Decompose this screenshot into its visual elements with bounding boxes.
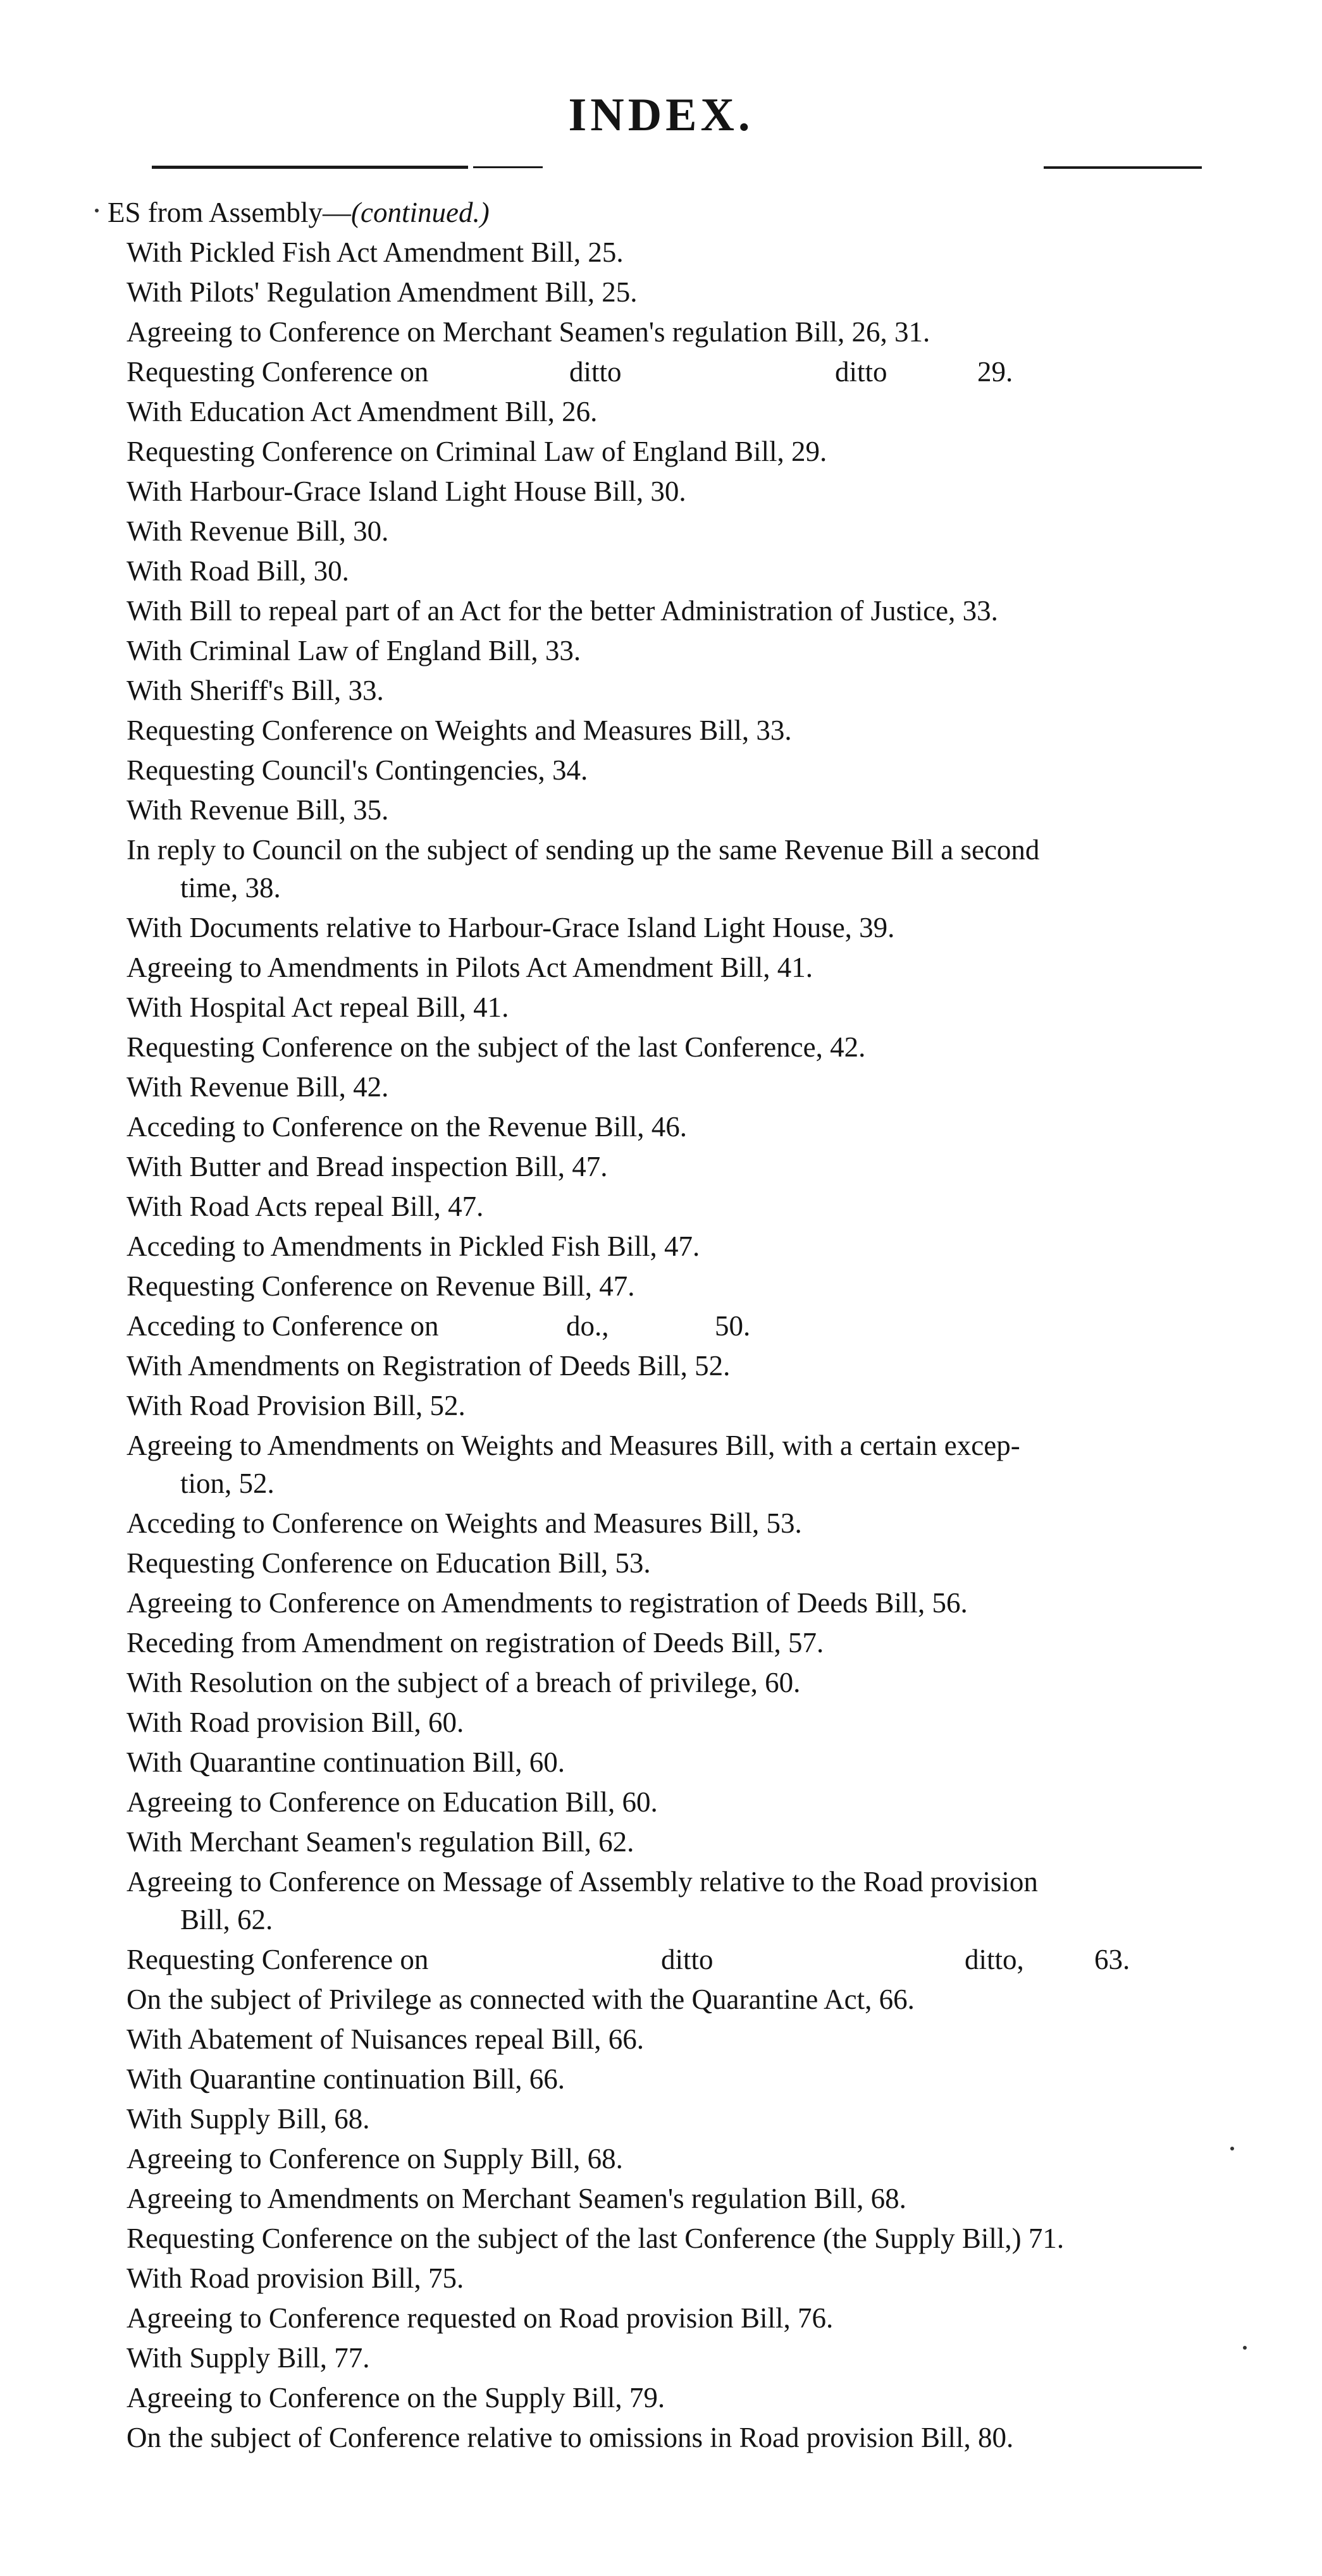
index-entry: Requesting Council's Contingencies, 34. bbox=[127, 754, 588, 786]
index-entry: Acceding to Amendments in Pickled Fish Bill, 47. bbox=[127, 1230, 700, 1262]
index-entry: With Harbour-Grace Island Light House Bill, 30. bbox=[127, 475, 686, 507]
index-entry: With Road provision Bill, 60. bbox=[127, 1707, 464, 1738]
entry-text: Requesting Conference on bbox=[127, 356, 429, 388]
page-ref: 29. bbox=[977, 356, 1013, 388]
index-entry: With Pilots' Regulation Amendment Bill, 25. bbox=[127, 276, 638, 308]
ink-speck bbox=[1230, 2147, 1234, 2150]
index-entry: With Pickled Fish Act Amendment Bill, 25. bbox=[127, 236, 624, 268]
ditto-mark: do., bbox=[566, 1310, 609, 1342]
index-entry: Agreeing to Conference on Merchant Seamen's regulation Bill, 26, 31. bbox=[127, 316, 930, 348]
heading-prefix: ES from Assembly— bbox=[108, 197, 352, 228]
index-entry-continuation: time, 38. bbox=[180, 872, 281, 904]
index-entry: With Abatement of Nuisances repeal Bill, 66. bbox=[127, 2023, 644, 2055]
ditto-mark: ditto bbox=[835, 356, 887, 388]
index-entry: With Supply Bill, 68. bbox=[127, 2103, 370, 2135]
index-entry: Requesting Conference on Education Bill, 53. bbox=[127, 1547, 651, 1579]
ditto-mark: ditto, bbox=[965, 1944, 1024, 1975]
index-entry: With Documents relative to Harbour-Grace Island Light House, 39. bbox=[127, 912, 895, 943]
index-entry bbox=[127, 352, 428, 392]
index-entry: Agreeing to Conference on the Supply Bill, 79. bbox=[127, 2382, 665, 2413]
header-rule-right bbox=[1044, 166, 1202, 169]
ditto-mark: ditto bbox=[661, 1944, 714, 1975]
index-entry: Agreeing to Amendments on Weights and Measures Bill, with a certain excep- bbox=[127, 1430, 1020, 1461]
index-entry: Requesting Conference on Revenue Bill, 47. bbox=[127, 1270, 635, 1302]
index-entry bbox=[127, 1306, 439, 1346]
page-ref: 50. bbox=[715, 1310, 751, 1342]
heading-continued: (continued.) bbox=[351, 197, 490, 228]
index-entry: With Amendments on Registration of Deeds Bill, 52. bbox=[127, 1350, 731, 1382]
index-entry: With Revenue Bill, 30. bbox=[127, 515, 389, 547]
index-entry: With Butter and Bread inspection Bill, 47. bbox=[127, 1151, 608, 1182]
index-entry: Agreeing to Amendments in Pilots Act Amendment Bill, 41. bbox=[127, 952, 813, 983]
index-entry: Requesting Conference on Weights and Measures Bill, 33. bbox=[127, 715, 792, 746]
index-entry-continuation: Bill, 62. bbox=[180, 1904, 273, 1935]
index-entry: With Bill to repeal part of an Act for the better Administration of Justice, 33. bbox=[127, 595, 998, 627]
index-entry: With Road Bill, 30. bbox=[127, 555, 349, 587]
index-entry: With Road Provision Bill, 52. bbox=[127, 1390, 466, 1421]
index-entry: On the subject of Privilege as connected with the Quarantine Act, 66. bbox=[127, 1984, 915, 2015]
index-entry: Requesting Conference on the subject of the last Conference, 42. bbox=[127, 1031, 866, 1063]
index-entry: With Merchant Seamen's regulation Bill, 62. bbox=[127, 1826, 634, 1858]
page-title: INDEX. bbox=[568, 89, 754, 141]
index-entry: Receding from Amendment on registration of Deeds Bill, 57. bbox=[127, 1627, 824, 1659]
index-entry: With Quarantine continuation Bill, 66. bbox=[127, 2063, 565, 2095]
index-entry: With Hospital Act repeal Bill, 41. bbox=[127, 991, 509, 1023]
index-entry bbox=[127, 1939, 428, 1980]
index-entry: On the subject of Conference relative to omissions in Road provision Bill, 80. bbox=[127, 2422, 1014, 2453]
index-entry: With Supply Bill, 77. bbox=[127, 2342, 370, 2374]
index-entry: Requesting Conference on Criminal Law of England Bill, 29. bbox=[127, 436, 827, 467]
page-ref: 63. bbox=[1094, 1944, 1130, 1975]
entry-text: Acceding to Conference on bbox=[127, 1310, 439, 1342]
index-entry: With Road Acts repeal Bill, 47. bbox=[127, 1191, 484, 1222]
index-entry: With Revenue Bill, 35. bbox=[127, 794, 389, 826]
index-entry-continuation: tion, 52. bbox=[180, 1468, 275, 1499]
index-entry: In reply to Council on the subject of sending up the same Revenue Bill a second bbox=[127, 834, 1040, 866]
index-entry: Agreeing to Conference on Education Bill, 60. bbox=[127, 1786, 658, 1818]
index-entry: With Road provision Bill, 75. bbox=[127, 2262, 464, 2294]
index-entry: Acceding to Conference on Weights and Measures Bill, 53. bbox=[127, 1507, 802, 1539]
index-entry: Agreeing to Amendments on Merchant Seamen's regulation Bill, 68. bbox=[127, 2183, 906, 2214]
ink-speck bbox=[95, 209, 99, 212]
header-rule bbox=[152, 166, 468, 169]
header-rule-fragment bbox=[473, 166, 543, 168]
index-entry: With Criminal Law of England Bill, 33. bbox=[127, 635, 581, 666]
index-entry: With Quarantine continuation Bill, 60. bbox=[127, 1746, 565, 1778]
entry-text: Requesting Conference on bbox=[127, 1944, 429, 1975]
index-entry: With Resolution on the subject of a breach of privilege, 60. bbox=[127, 1667, 801, 1698]
index-entry: Agreeing to Conference requested on Road provision Bill, 76. bbox=[127, 2302, 834, 2334]
index-entry: With Revenue Bill, 42. bbox=[127, 1071, 389, 1103]
index-entry: Requesting Conference on the subject of the last Conference (the Supply Bill,) 71. bbox=[127, 2223, 1065, 2254]
index-entry: With Education Act Amendment Bill, 26. bbox=[127, 396, 598, 427]
index-entry: With Sheriff's Bill, 33. bbox=[127, 675, 384, 706]
index-entry: Acceding to Conference on the Revenue Bill, 46. bbox=[127, 1111, 687, 1143]
index-entry: Agreeing to Conference on Supply Bill, 68. bbox=[127, 2143, 623, 2174]
ink-speck bbox=[1243, 2346, 1247, 2350]
ditto-mark: ditto bbox=[569, 356, 622, 388]
section-heading bbox=[108, 192, 490, 233]
index-entry: Agreeing to Conference on Message of Assembly relative to the Road provision bbox=[127, 1866, 1038, 1898]
index-entry: Agreeing to Conference on Amendments to registration of Deeds Bill, 56. bbox=[127, 1587, 968, 1619]
